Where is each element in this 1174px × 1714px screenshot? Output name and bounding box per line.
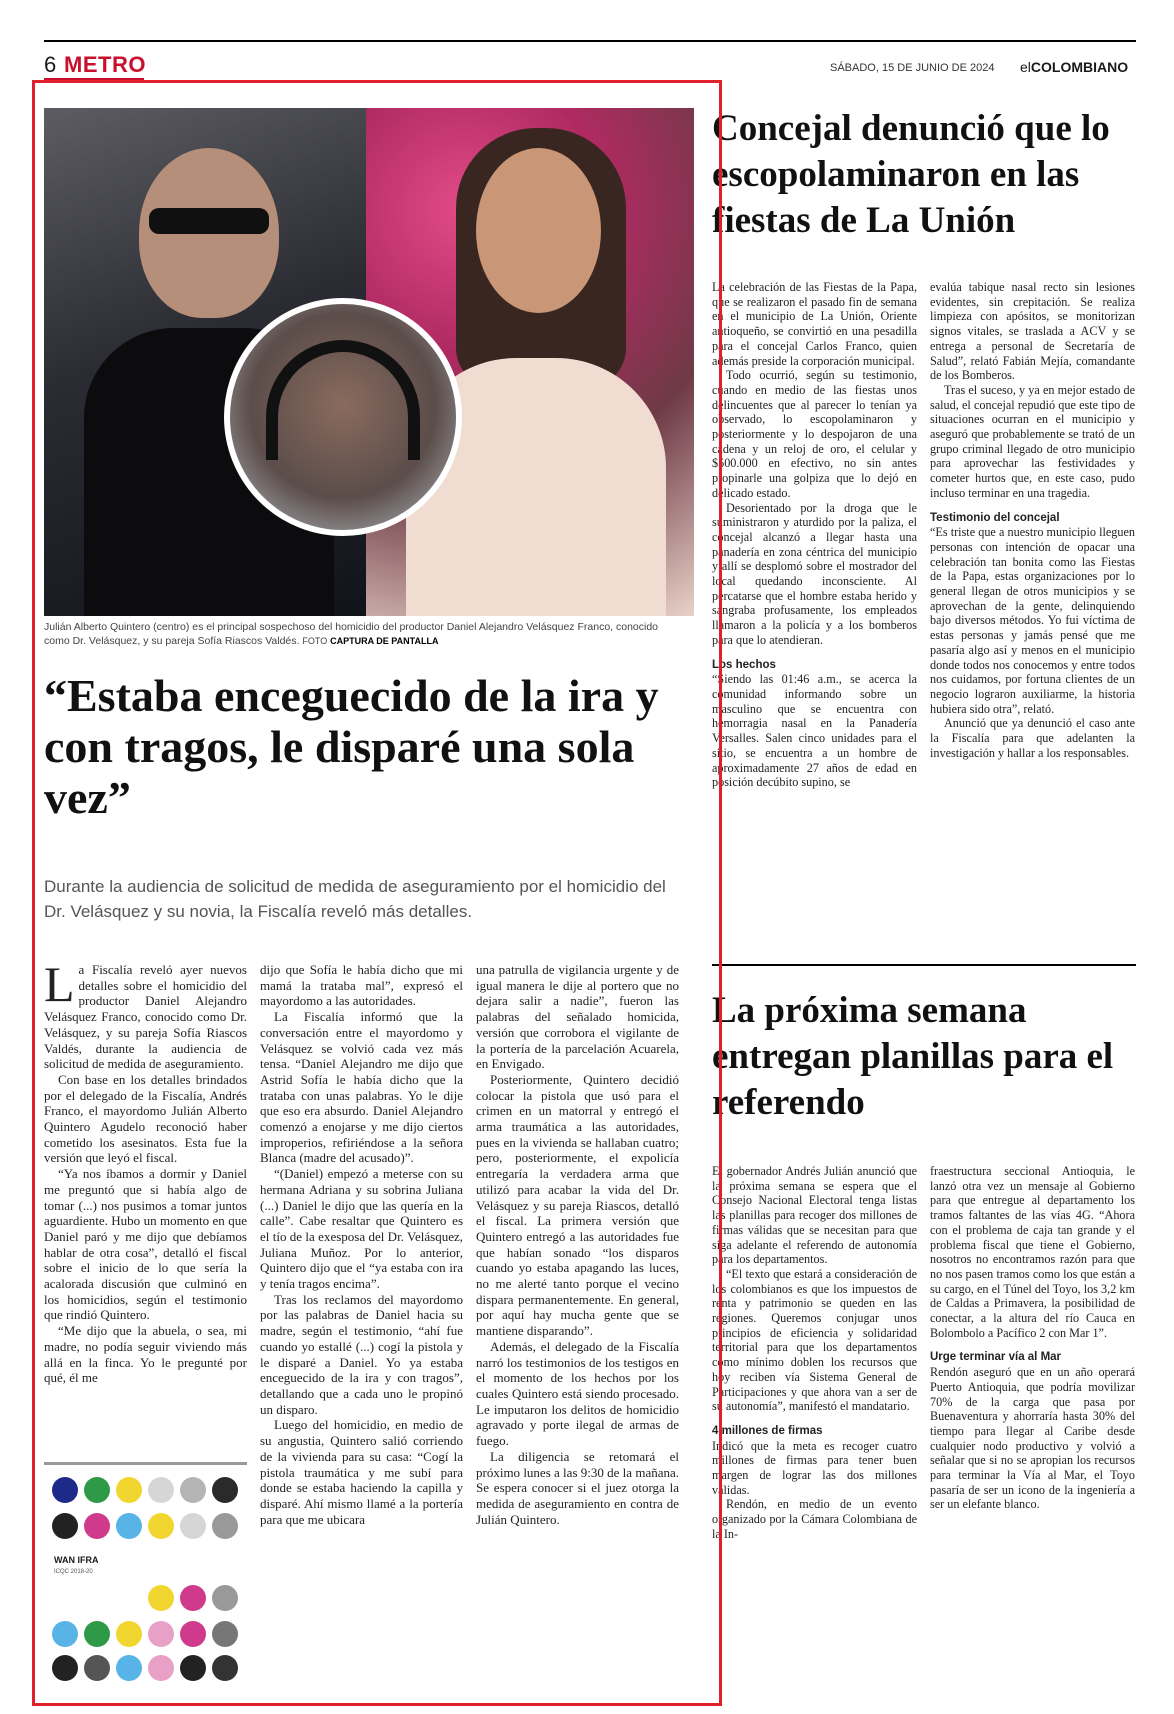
article-paragraph: La diligencia se retomará el próximo lunes a las 9:30 de la mañana. Se espera conocer si el juez otorga la medida de aseguramiento en contra de Julián Quintero. — [476, 1448, 679, 1527]
article-paragraph: La Fiscalía informó que la conversación entre el mayordomo y Velásquez se volvió cada vez más tensa. “Daniel Alejandro me dijo que Astrid Sofía le había dicho que la trataba con unas palabras. Yo le dije que eso era absurdo. Daniel Alejandro comenzó a enojarse y me dijo ciertos improperios, refiriéndose a la señora Blanca (madre del acusado)”. — [260, 1009, 463, 1166]
drop-cap: L — [44, 956, 75, 1012]
color-swatch — [116, 1655, 142, 1681]
article-paragraph: Tras el suceso, y ya en mejor estado de salud, el concejal repudió que este tipo de situaciones ocurran en el municipio y aseguró que probablemente se trató de un grupo criminal llegado de otro municipio para aprovechar las festividades y cometer hurtos que, en este caso, pudo incluso terminar en una tragedia. — [930, 382, 1135, 500]
article-paragraph: Indicó que la meta es recoger cuatro millones de firmas para tener buen margen de lograr las dos millones válidas. — [712, 1438, 917, 1497]
article-paragraph: Desorientado por la droga que le suministraron y aturdido por la paliza, el concejal alcanzó a llegar hasta una panadería en zona céntrica del municipio y allí se desplomó sobre el mostrador del local quedando inconsciente. Al percatarse que el hombre estaba herido y sangraba profusamente, los empleados llamaron a la policía y a los bomberos para que lo atendieran. — [712, 500, 917, 647]
color-swatch — [180, 1621, 206, 1647]
article-paragraph: Rendón aseguró que en un año operará Puerto Antioquia, que podría movilizar 70% de la carga que pasa por Buenaventura y ahorraría hasta 30% del tiempo para llegar al Caribe desde cualquier nodo productivo y volvió a señalar que si no se apropian los recursos para terminar la Vía al Mar, el Toyo pasaría de ser un icono de la ingeniería a ser un elefante blanco. — [930, 1365, 1135, 1512]
color-swatch — [84, 1477, 110, 1503]
subheading: Los hechos — [712, 658, 776, 671]
photo-credit: CAPTURA DE PANTALLA — [330, 636, 439, 646]
top-rule — [44, 40, 1136, 42]
color-swatch — [212, 1585, 238, 1611]
edition-date: SÁBADO, 15 DE JUNIO DE 2024 — [830, 62, 995, 74]
color-swatch — [212, 1655, 238, 1681]
article-paragraph: fraestructura seccional Antioquia, le lanzó otra vez un mensaje al Gobierno para que entregue al departamento los tramos faltantes de las vías 4G. “Ahora con el problema de caja tan grande y el problema fiscal que tiene el Gobierno, nosotros no encontramos razón para que no nos pasen tramos como los que están a su cargo, en el Túnel del Toyo, los 3,2 km de Caldas a Primavera, la posibilidad de conectar, a la altura del río Cauca en Bolombolo a Pacífico 2 con Mar 1”. — [930, 1164, 1135, 1340]
article-paragraph: Posteriormente, Quintero decidió colocar la pistola que usó para el crimen en un matorral y entregó el arma traumática a las autoridades, pues en la vivienda se hallaban cuatro; pero, posteriormente, el expolicía entregaría la verdadera arma que utilizó para acabar la vida del Dr. Velásquez y su pareja Riascos, detalló el fiscal. La primera versión que Quintero entregó a las autoridades fue que habían sonado “los disparos cuando yo estaba apagando las luces, no me alerté tanto porque el vecino dispara permanentemente. En general, por aquí hay mucha gente que se mantiene disparando”. — [476, 1071, 679, 1339]
article-paragraph: Con base en los detalles brindados por el delegado de la Fiscalía, Andrés Franco, el mayordomo Julián Alberto Quintero Agudelo reconoció haber cometido los asesinatos. Esta fue la versión que leyó el fiscal. — [44, 1071, 247, 1166]
main-dek: Durante la audiencia de solicitud de medida de aseguramiento por el homicidio del Dr. Velásquez y su novia, la Fiscalía reveló más detalles. — [44, 877, 666, 921]
brand-name: COLOMBIANO — [1030, 59, 1129, 75]
article-paragraph: La Fiscalía reveló ayer nuevos detalles sobre el homicidio del productor Daniel Alejandro Velásquez Franco, conocido como Dr. Velásquez, y su pareja Sofía Riascos Valdés, durante la audiencia de solicitud de medida de aseguramiento. — [44, 956, 247, 1072]
concejal-headline: Concejal denunció que lo escopolaminaron en las fiestas de La Unión — [712, 108, 1110, 241]
color-swatch — [148, 1477, 174, 1503]
article-column-1 — [44, 956, 247, 1386]
color-swatch — [180, 1585, 206, 1611]
article-paragraph: “Siendo las 01:46 a.m., se acerca la comunidad informando sobre un masculino que se encuentra con hemorragia nasal en la Panadería Versalles. Salen cinco unidades para el sitio, se encuentra a un hombre de aproximadamente 27 años de edad en posición decúbito supino, se — [712, 672, 917, 790]
article-paragraph: “Ya nos íbamos a dormir y Daniel me preguntó que si había algo de tomar (...) nos pusimos a tomar juntos aguardiente. Hubo un momento en que Daniel paró y me dijo que debíamos hablar de otra cosa”, detalló el fiscal sobre el inicio de lo que sería la acalorada discusión que culminó en los homicidios, según el testimonio que rindió Quintero. — [44, 1166, 247, 1323]
concejal-column-2 — [930, 280, 1135, 761]
color-swatch — [84, 1621, 110, 1647]
color-swatch — [52, 1513, 78, 1539]
color-swatch — [148, 1513, 174, 1539]
story-divider — [712, 964, 1136, 966]
main-headline: “Estaba enceguecido de la ira y con tragos, le disparé una sola vez” — [44, 670, 659, 823]
referendo-column-1 — [712, 1164, 917, 1542]
color-swatch — [212, 1513, 238, 1539]
article-paragraph: Tras los reclamos del mayordomo por las palabras de Daniel hacia su madre, según el testimonio, “ahí fue cuando yo estallé (...) cogí la pistola y le disparé a Daniel. Yo ya estaba enceguecido de la ira y con tragos”, detallando que a cada uno le propinó un disparo. — [260, 1291, 463, 1417]
color-swatch — [116, 1477, 142, 1503]
color-swatch — [52, 1477, 78, 1503]
subheading: Urge terminar vía al Mar — [930, 1351, 1062, 1364]
subheading: Testimonio del concejal — [930, 511, 1060, 524]
article-paragraph: Además, el delegado de la Fiscalía narró los testimonios de los testigos en el momento de los hechos por los cuales Quintero está siendo procesado. Le imputaron los delitos de homicidio agravado y porte ilegal de armas de fuego. — [476, 1338, 679, 1449]
article-paragraph: “El texto que estará a consideración de los colombianos es que los impuestos de renta y patrimonio se queden en las regiones. Queremos conjugar unos principios de eficiencia y solidaridad territorial para que los departamentos como mínimo doblen los recursos que hoy reciben vía Sistema General de Participaciones y que ahora van a ser de su autonomía”, manifestó el mandatario. — [712, 1266, 917, 1414]
color-swatch — [180, 1477, 206, 1503]
article-paragraph: “(Daniel) empezó a meterse con su hermana Adriana y su sobrina Juliana (...) Daniel le dijo que las quería en la calle”. Cabe resaltar que Quintero es el tío de la exesposa del Dr. Velásquez, Juliana Muñoz. Por lo anterior, Quintero dijo que el “ya estaba con ira y tenía tragos encima”. — [260, 1166, 463, 1292]
article-paragraph: una patrulla de vigilancia urgente y de igual manera le dije al portero que no dejara salir a nadie”, fueron las palabras del señalado homicida, versión que corrobora el vigilante de la portería de la parcelación Acuarela, en Envigado. — [476, 962, 679, 1072]
brand-prefix: el — [1020, 59, 1031, 75]
color-swatch — [84, 1655, 110, 1681]
article-paragraph: “Me dijo que la abuela, o sea, mi madre, no podía seguir viviendo más allá en la finca. Yo le pregunté por qué, él me — [44, 1323, 247, 1386]
article-column-2 — [260, 962, 463, 1527]
section-name: METRO — [64, 52, 146, 77]
color-swatch — [52, 1655, 78, 1681]
article-paragraph: “Es triste que a nuestro municipio lleguen personas con intención de opacar una celebración tan bonita como las Fiestas de la Papa, estas organizaciones por lo general llegan de otros municipios y se aprovechan de la gente, delinquiendo bajo diversos métodos. Yo fui víctima de estas personas y jamás pensé que me pasaría algo así y menos en el municipio donde todos nos conocemos y entre todos nos cuidamos, por fortuna clientes de un negocio lograron auxiliarme, la historia hubiera sido otra”, relató. — [930, 525, 1135, 716]
article-paragraph: Todo ocurrió, según su testimonio, cuando en medio de las fiestas unos delincuentes que al parecer lo tenían ya observado, lo escopolaminaron y posteriormente y lo despojaron de una cadena y un reloj de oro, el celular y $500.000 en efectivo, no sin antes propinarle una golpiza que lo dejó en delicado estado. — [712, 368, 917, 500]
article-paragraph: evalúa tabique nasal recto sin lesiones evidentes, sin crepitación. Se realiza limpieza con apósitos, se monitorizan signos vitales, se traslada a ACV y se entrega a personal de Secretaría de Salud”, relató Fabián Mejía, comandante de los Bomberos. — [930, 280, 1135, 383]
color-swatch — [212, 1621, 238, 1647]
referendo-column-2 — [930, 1164, 1135, 1512]
photo-credit-label: FOTO — [302, 636, 328, 646]
color-swatch — [148, 1621, 174, 1647]
color-swatch — [52, 1621, 78, 1647]
photo-caption — [44, 620, 684, 648]
section-underline — [44, 78, 144, 81]
color-swatch — [84, 1513, 110, 1539]
article-paragraph: Luego del homicidio, en medio de su angustia, Quintero salió corriendo de la vivienda para su casa: “Cogí la pistola traumática y me subí para donde se estaba haciendo la capilla y disparé. Ahí mismo llamé a la portería para que me ubicara — [260, 1417, 463, 1527]
article-paragraph: El gobernador Andrés Julián anunció que la próxima semana se espera que el Consejo Nacional Electoral tenga listas las planillas para recoger dos millones de firmas válidas que se necesitan para que siga adelante el referendo de autonomía para los departamentos. — [712, 1164, 917, 1267]
page-number: 6 — [44, 52, 57, 77]
article-paragraph: La celebración de las Fiestas de la Papa, que se realizaron el pasado fin de semana en el municipio de La Unión, Oriente antioqueño, se convirtió en una pesadilla para el concejal Carlos Franco, quien además preside la corporación municipal. — [712, 280, 917, 368]
caption-text: Julián Alberto Quintero (centro) es el principal sospechoso del homicidio del productor Daniel Alejandro Velásquez Franco, conocido como Dr. Velásquez, y su pareja Sofía Riascos Valdés. — [44, 621, 659, 647]
headphones — [266, 340, 420, 460]
person-head — [476, 148, 601, 313]
article-paragraph: Anunció que ya denunció el caso ante la Fiscalía para que adelanten la investigación y hallar a los responsables. — [930, 716, 1135, 760]
inset-portrait-circle — [224, 298, 462, 536]
color-swatch — [180, 1513, 206, 1539]
lead-photo — [44, 108, 694, 616]
color-swatch — [116, 1621, 142, 1647]
color-swatch — [148, 1655, 174, 1681]
article-paragraph: Rendón, en medio de un evento organizado por la Cámara Colombiana de la In- — [712, 1497, 917, 1541]
referendo-headline: La próxima semana entregan planillas para el referendo — [712, 990, 1114, 1123]
article-column-3 — [476, 962, 679, 1527]
concejal-column-1 — [712, 280, 917, 790]
wan-ifra-logo: WAN IFRA — [54, 1555, 99, 1565]
color-swatch — [180, 1655, 206, 1681]
sunglasses — [149, 208, 269, 234]
subheading: 4 millones de firmas — [712, 1424, 823, 1437]
color-card-note: ICQC 2018-20 — [54, 1569, 93, 1575]
newspaper-logo — [1020, 59, 1128, 75]
color-swatch — [212, 1477, 238, 1503]
color-swatch — [148, 1585, 174, 1611]
article-paragraph: dijo que Sofía le había dicho que mi mamá la trataba mal”, expresó el mayordomo a las autoridades. — [260, 962, 463, 1009]
color-swatch — [116, 1513, 142, 1539]
print-color-control-strip — [44, 1462, 247, 1686]
